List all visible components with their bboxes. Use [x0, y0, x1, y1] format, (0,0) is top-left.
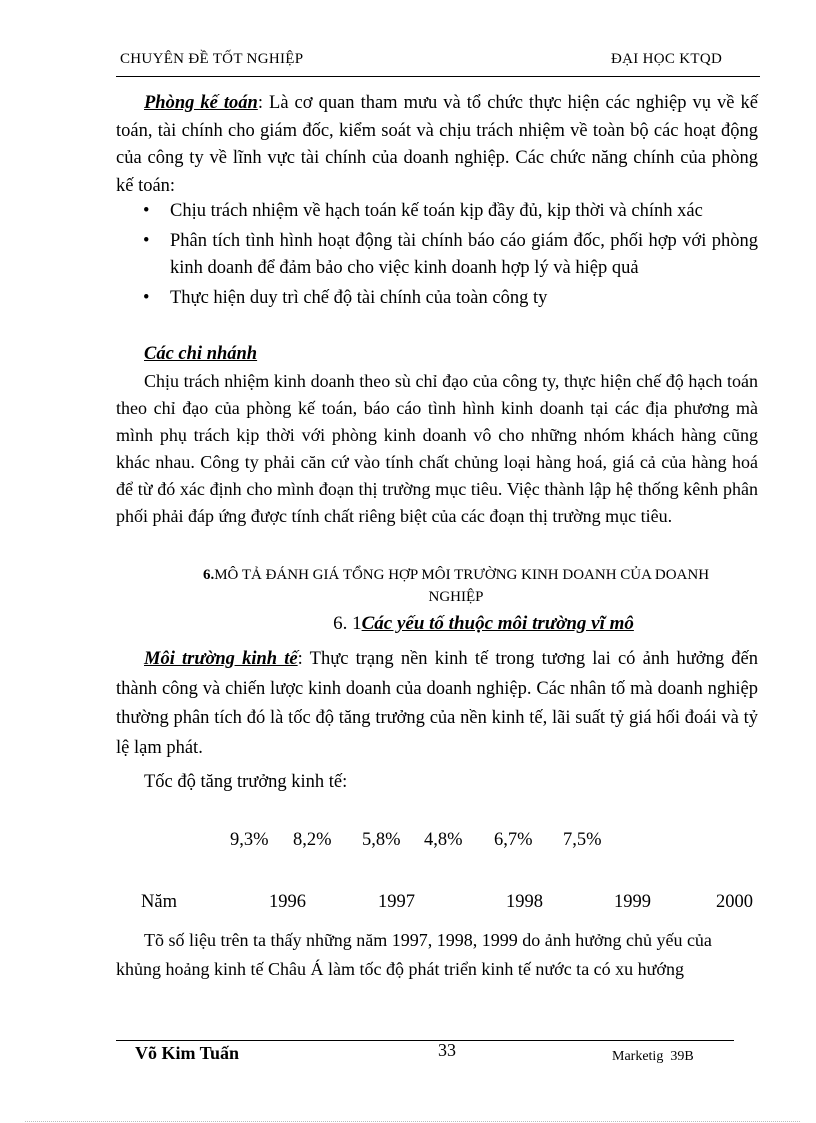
- footer-page-number: 33: [438, 1040, 456, 1060]
- footer-rule: [116, 1040, 734, 1041]
- heading-branches-text: Các chi nhánh: [144, 344, 258, 364]
- year-value: 2000: [716, 892, 753, 912]
- page-bottom-border: [25, 1121, 800, 1122]
- section-heading: [116, 564, 796, 608]
- bullet-icon: •: [143, 230, 150, 251]
- year-value: 1996: [269, 892, 306, 912]
- year-value: 1998: [506, 892, 543, 912]
- section-title-line1: MÔ TẢ ĐÁNH GIÁ TỔNG HỢP MÔI TRƯỜNG KINH DOANH CỦA DOANH: [214, 567, 710, 583]
- bullet-icon: •: [143, 287, 150, 308]
- paragraph-accounting: [116, 90, 758, 200]
- subsection-heading: [116, 613, 816, 635]
- term-accounting: Phòng kế toán: [144, 93, 258, 113]
- section-title-line2: NGHIỆP: [428, 589, 484, 605]
- paragraph-economy-text: : Thực trạng nền kinh tế trong tương lai có ảnh hưởng đến thành công và chiến lược kinh doanh của doanh nghiệp. Các nhân tố mà doanh nghiệp thường phân tích đó là tốc độ tăng trưởng của nền kinh tế, lãi suất tỷ giá hối đoái và tỷ lệ lạm phát.: [116, 649, 758, 758]
- list-item: [143, 198, 758, 226]
- header-title-right: ĐẠI HỌC KTQD: [611, 51, 723, 67]
- heading-branches: [144, 341, 786, 369]
- growth-rate: 7,5%: [563, 830, 602, 850]
- paragraph-branches: Chịu trách nhiệm kinh doanh theo sù chỉ đạo của công ty, thực hiện chế độ hạch toán theo chỉ đạo của phòng kế toán, báo cáo tình hình kinh doanh tại các địa phương mà mình phụ trách kịp thời với phòng kinh doanh vô cho những nhóm khách hàng cũng khác nhau. Công ty phải căn cứ vào tính chất chủng loại hàng hoá, giá cả của hàng hoá để từ đó xác định cho mình đoạn thị trường mục tiêu. Việc thành lập hệ thống kênh phân phối phải đáp ứng được tính chất riêng biệt của các đoạn thị trường mục tiêu.: [116, 371, 758, 526]
- growth-rate: 5,8%: [362, 830, 401, 850]
- growth-rate: 9,3%: [230, 830, 269, 850]
- subsection-title: Các yếu tố thuộc môi trường vĩ mô: [361, 613, 634, 634]
- growth-label: Tốc độ tăng trưởng kinh tế:: [144, 772, 348, 792]
- subsection-number: 6. 1: [333, 613, 362, 634]
- term-economy: Môi trường kinh tế: [144, 649, 298, 669]
- list-item-text: Phân tích tình hình hoạt động tài chính báo cáo giám đốc, phối hợp với phòng kinh doanh để đảm bảo cho việc kinh doanh hợp lý và hiệp quả: [170, 230, 758, 278]
- paragraph-accounting-text: : Là cơ quan tham mưu và tổ chức thực hiện các nghiệp vụ về kế toán, tài chính cho giám đốc, kiểm soát và chịu trách nhiệm về toàn bộ các hoạt động của công ty về lĩnh vực tài chính của doanh nghiệp. Các chức năng chính của phòng kế toán:: [116, 93, 758, 196]
- growth-rate: 4,8%: [424, 830, 463, 850]
- growth-rate: 8,2%: [293, 830, 332, 850]
- paragraph-economy: [116, 645, 758, 763]
- growth-rate: 6,7%: [494, 830, 533, 850]
- list-item-text: Thực hiện duy trì chế độ tài chính của toàn công ty: [170, 287, 548, 308]
- paragraph-conclusion: Tõ số liệu trên ta thấy những năm 1997, 1998, 1999 do ảnh hưởng chủ yếu của khủng hoảng kinh tế Châu Á làm tốc độ phát triển kinh tế nước ta có xu hướng: [116, 930, 712, 979]
- bullet-icon: •: [143, 201, 150, 221]
- footer-author: Võ Kim Tuấn: [135, 1043, 240, 1063]
- footer-class: Marketig 39B: [612, 1049, 694, 1064]
- list-item: [143, 228, 758, 283]
- year-value: 1999: [614, 892, 651, 912]
- section-number: 6.: [202, 567, 215, 583]
- year-label: Năm: [141, 892, 177, 912]
- year-value: 1997: [378, 892, 415, 912]
- list-item: [143, 285, 758, 313]
- list-item-text: Chịu trách nhiệm về hạch toán kế toán kịp đầy đủ, kịp thời và chính xác: [170, 201, 703, 221]
- header-rule: [116, 76, 760, 77]
- bullet-list: [143, 198, 758, 314]
- header-title-left: CHUYÊN ĐỀ TỐT NGHIỆP: [120, 51, 304, 67]
